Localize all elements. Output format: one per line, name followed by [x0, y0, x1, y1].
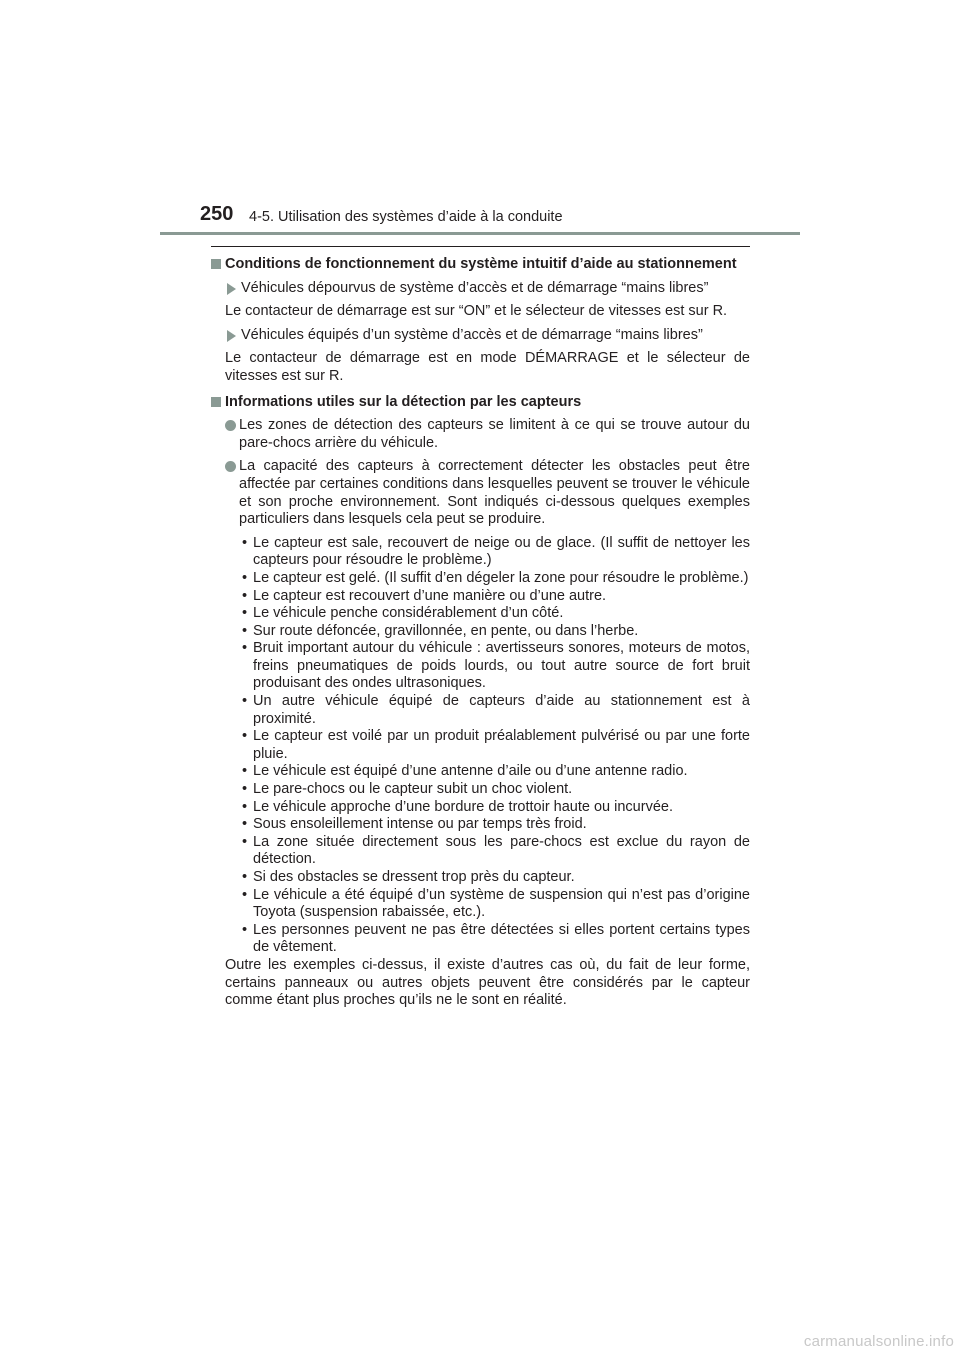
case-label — [225, 327, 750, 345]
list-item — [239, 623, 750, 641]
list-item — [239, 869, 750, 887]
bullet-mark: • — [242, 622, 248, 639]
case-text: Le contacteur de démarrage est sur “ON” et le sélecteur de vitesses est sur R. — [225, 303, 728, 320]
list-item — [239, 535, 750, 570]
list-item-text: Le véhicule penche considérablement d’un côté. — [253, 605, 564, 622]
bullet-mark: • — [242, 886, 248, 903]
circle-bullet-icon — [225, 420, 236, 431]
list-item-text: Le pare-chocs ou le capteur subit un choc violent. — [253, 781, 573, 798]
list-item-text: Bruit important autour du véhicule : avertisseurs sonores, moteurs de motos, freins pneumatiques de poids lourds, ou tout autre source de fort bruit produisant des ondes ultrasoniques. — [253, 640, 750, 692]
circle-bullet-icon — [225, 461, 236, 472]
bullet-mark: • — [242, 640, 248, 657]
list-item-text: Le véhicule approche d’une bordure de trottoir haute ou incurvée. — [253, 798, 673, 815]
section-sensor-detection — [211, 394, 750, 957]
case-label — [225, 280, 750, 298]
list-item — [239, 781, 750, 799]
bullet-mark: • — [242, 798, 248, 815]
list-item-text: Le véhicule a été équipé d’un système de suspension qui n’est pas d’origine Toyota (suspension rabaissée, etc.). — [253, 886, 750, 921]
bullet-mark: • — [242, 587, 248, 604]
closing-paragraph: Outre les exemples ci-dessus, il existe d’autres cas où, du fait de leur forme, certains panneaux ou autres objets peuvent être considérés par le capteur comme étant plus proches qu’ils ne le sont en réalité. — [225, 956, 750, 1009]
case-label-text: Véhicules dépourvus de système d’accès et de démarrage “mains libres” — [241, 279, 709, 296]
list-item — [239, 640, 750, 693]
page-number: 250 — [200, 203, 234, 225]
section-heading: Conditions de fonctionnement du système intuitif d’aide au stationnement — [225, 256, 737, 272]
list-item — [239, 728, 750, 763]
list-item-text: Si des obstacles se dressent trop près du capteur. — [253, 869, 575, 885]
list-item-text: Le véhicule est équipé d’une antenne d’aile ou d’une antenne radio. — [253, 763, 688, 780]
list-item-text: Le capteur est recouvert d’une manière ou d’une autre. — [253, 587, 607, 604]
list-item — [239, 887, 750, 922]
list-item-text: Les personnes peuvent ne pas être détectées si elles portent certains types de vêtement. — [253, 921, 750, 956]
section-operating-conditions — [211, 256, 750, 386]
info-point-text: La capacité des capteurs à correctement détecter les obstacles peut être affectée par certaines conditions dans lesquelles peuvent se trouver le véhicule et son proche environnement. Sont indiqués ci-dessous quelques exemples particuliers dans lesquels cela peut se produire. — [239, 458, 750, 528]
list-item-text: Le capteur est gelé. (Il suffit d’en dégeler la zone pour résoudre le problème.) — [253, 569, 749, 586]
list-item — [239, 605, 750, 623]
list-item-text: Le capteur est sale, recouvert de neige ou de glace. (Il suffit de nettoyer les capteurs pour résoudre le problème.) — [253, 534, 750, 569]
case-text: Le contacteur de démarrage est en mode DÉMARRAGE et le sélecteur de vitesses est sur R. — [225, 350, 750, 384]
content-rule — [211, 246, 750, 247]
list-item — [239, 693, 750, 728]
list-item-text: Sous ensoleillement intense ou par temps très froid. — [253, 816, 587, 833]
list-item-text: Un autre véhicule équipé de capteurs d’aide au stationnement est à proximité. — [253, 693, 750, 727]
bullet-mark: • — [242, 763, 248, 780]
list-item — [239, 588, 750, 606]
bullet-mark: • — [242, 781, 248, 798]
page-content — [211, 256, 750, 1010]
list-item — [239, 834, 750, 869]
list-item-text: La zone située directement sous les pare-chocs est exclue du rayon de détection. — [253, 833, 750, 868]
bullet-mark: • — [242, 833, 248, 850]
bullet-mark: • — [242, 728, 248, 745]
info-point — [225, 417, 750, 452]
list-item-text: Le capteur est voilé par un produit préalablement pulvérisé ou par une forte pluie. — [253, 728, 750, 762]
bullet-mark: • — [242, 569, 248, 586]
bullet-mark: • — [242, 921, 248, 938]
case-label-text: Véhicules équipés d’un système d’accès et de démarrage “mains libres” — [241, 326, 703, 343]
bullet-mark: • — [242, 534, 248, 551]
triangle-arrow-icon — [227, 330, 236, 342]
square-bullet-icon — [211, 259, 221, 269]
section-title: 4-5. Utilisation des systèmes d’aide à la conduite — [249, 209, 563, 225]
list-item-text: Sur route défoncée, gravillonnée, en pente, ou dans l’herbe. — [253, 622, 639, 639]
square-bullet-icon — [211, 397, 221, 407]
bullet-mark: • — [242, 605, 248, 622]
list-item — [239, 922, 750, 957]
list-item — [239, 799, 750, 817]
list-item — [239, 763, 750, 781]
triangle-arrow-icon — [227, 283, 236, 295]
info-point — [225, 458, 750, 528]
bullet-mark: • — [242, 816, 248, 833]
conditions-list — [225, 535, 750, 957]
bullet-mark: • — [242, 693, 248, 710]
bullet-mark: • — [242, 869, 248, 885]
section-heading: Informations utiles sur la détection par les capteurs — [225, 393, 582, 410]
header-rule — [160, 232, 800, 235]
list-item — [239, 570, 750, 588]
info-point-text: Les zones de détection des capteurs se limitent à ce qui se trouve autour du pare-chocs arrière du véhicule. — [239, 417, 750, 451]
watermark: carmanualsonline.info — [803, 1333, 954, 1350]
list-item — [239, 816, 750, 834]
